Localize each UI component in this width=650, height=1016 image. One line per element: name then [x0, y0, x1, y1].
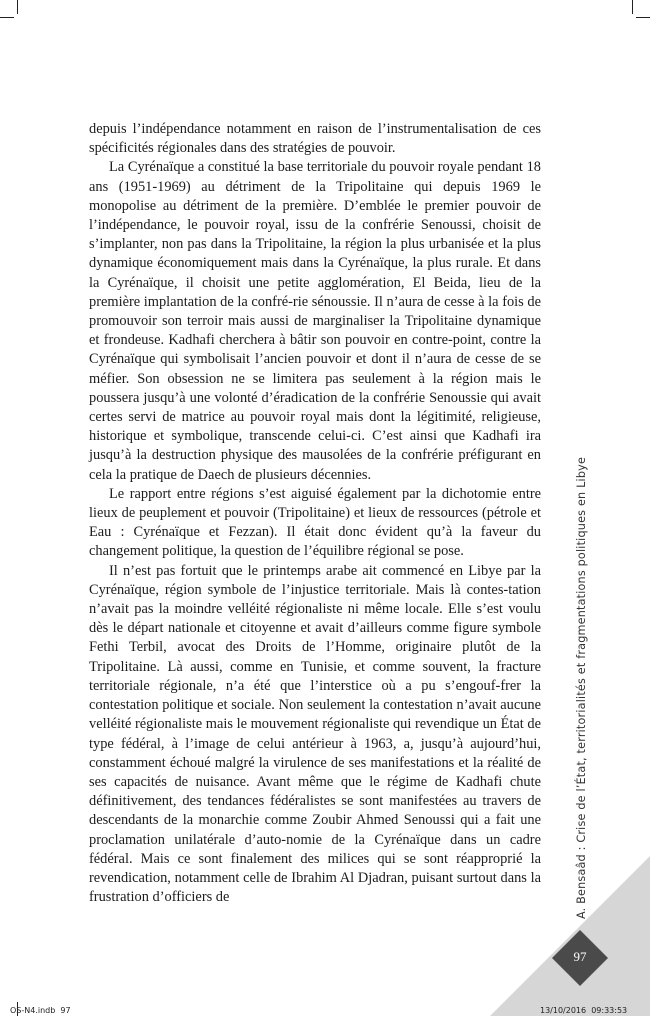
body-text [89, 120, 541, 907]
crop-mark [632, 0, 633, 14]
slug-date: 13/10/2016 [540, 1006, 587, 1015]
running-head: A. Bensaâd : Crise de l’État, territorialités et fragmentations politiques en Libye [575, 456, 588, 919]
crop-mark [17, 0, 18, 14]
print-slug-left [10, 1006, 71, 1015]
slug-page: 97 [60, 1006, 71, 1015]
page-number: 97 [573, 949, 587, 964]
paragraph: depuis l’indépendance notamment en raison de l’instrumentalisation de ces spécificités régionales dans des stratégies de pouvoir. [89, 121, 541, 157]
print-slug-right [540, 1006, 627, 1015]
paragraph: Le rapport entre régions s’est aiguisé également par la dichotomie entre lieux de peuplement et pouvoir (Tripolitaine) et lieux de ressources (pétrole et Eau : Cyrénaïque et Fezzan). Il était donc évident qu’à la faveur du changement politique, la question de l’équilibre régional se pose. [89, 485, 541, 560]
paragraph: La Cyrénaïque a constitué la base territoriale du pouvoir royale pendant 18 ans (1951-1969) au détriment de la Tripolitaine qui depuis 1969 le monopolise au détriment de la première. D’emblée le premier pouvoir de l’indépendance, le pouvoir royal, issu de la confrérie Senoussi, choisit de s’implanter, non pas dans la Tripolitaine, la région la plus urbanisée et la plus dynamique économiquement mais dans la Cyrénaïque, la plus rurale. Et dans la Cyrénaïque, il choisit une petite agglomération, El Beida, lieu de la première implantation de la confré-rie sénoussie. Il n’aura de cesse à la fois de promouvoir son terroir mais aussi de marginaliser la Tripolitaine dynamique et frondeuse. Kadhafi cherchera à bâtir son pouvoir en contre-point, contre la Cyrénaïque qui symbolisait l’ancien pouvoir et dont il n’aura de cesse de se méfier. Son obsession ne se limitera pas seulement à la région mais le poussera jusqu’à une volonté d’éradication de la confrérie Senoussie qui avait certes servi de matrice au pouvoir royal mais dont la légitimité, religieuse, historique et symbolique, transcende celui-ci. C’est ainsi que Kadhafi ira jusqu’à la destruction physique des mausolées de la confrérie préfigurant en cela la pratique de Daech de plusieurs décennies. [89, 159, 541, 483]
paragraph: Il n’est pas fortuit que le printemps arabe ait commencé en Libye par la Cyrénaïque, région symbole de l’injustice territoriale. Mais là contes-tation n’avait pas la moindre velléité régionaliste ni même locale. Elle s’est voulu dès le départ nationale et citoyenne et avait d’ailleurs comme figure symbole Fethi Terbil, avocat des Droits de l’Homme, originaire plutôt de la Tripolitaine. Là aussi, comme en Tunisie, et comme souvent, la fracture territoriale régionale, n’a été que l’interstice où a pu s’engouf-frer la contestation politique et sociale. Non seulement la contestation n’avait aucune velléité régionaliste mais le mouvement régionaliste qui revendique un État de type fédéral, à l’image de celui antérieur à 1963, a, jusqu’à aujourd’hui, constamment échoué malgré la virulence de ses manifestations et la réalité de ses capacités de nuisance. Avant même que le régime de Kadhafi chute définitivement, des tendances fédéralistes se sont manifestées au travers de descendants de la monarchie comme Zoubir Ahmed Senoussi qui a fait une proclamation unilatérale d’auto-nomie de la Cyrénaïque dans un cadre fédéral. Mais ce sont finalement des milices qui se sont réapproprié la revendication, notamment celle de Ibrahim Al Djadran, puisant surtout dans la frustration d’officiers de [89, 562, 541, 906]
crop-mark [0, 17, 14, 18]
slug-time: 09:33:53 [591, 1006, 628, 1015]
slug-file: OS-N4.indb [10, 1006, 56, 1015]
crop-mark [636, 17, 650, 18]
